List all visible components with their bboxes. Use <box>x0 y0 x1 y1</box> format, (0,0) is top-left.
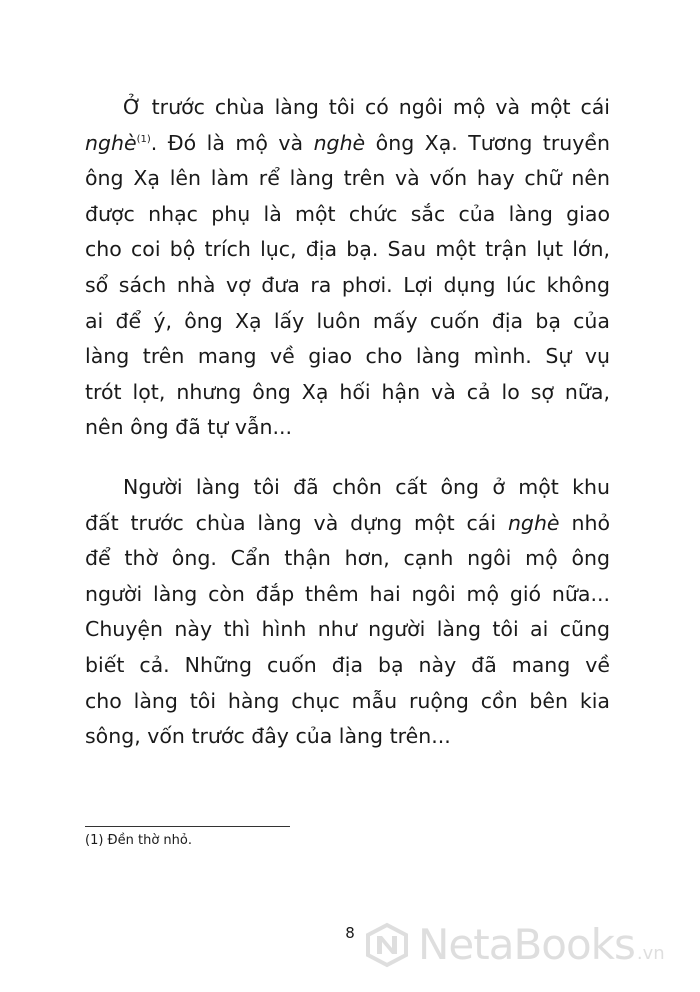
paragraph-2-line-7: cho làng tôi hàng chục mẫu ruộng cồn bên kia <box>85 688 610 713</box>
watermark <box>364 918 665 972</box>
paragraph-2-line-8: sông, vốn trước đây của làng trên... <box>85 724 451 749</box>
watermark-suffix: .vn <box>636 942 665 964</box>
paragraph-1-line-8: làng trên mang về giao cho làng mình. Sự vụ <box>85 344 610 369</box>
paragraph-1-line-5: cho coi bộ trích lục, địa bạ. Sau một trận lụt lớn, <box>85 237 610 262</box>
paragraph-1-line-2-text-b: ông Xạ. Tương truyền <box>365 130 610 155</box>
body-text <box>85 90 610 755</box>
paragraph-2-line-1: Người làng tôi đã chôn cất ông ở một khu <box>123 474 610 499</box>
paragraph-1-line-2 <box>85 126 610 162</box>
paragraph-1-line-10: nên ông đã tự vẫn... <box>85 415 293 440</box>
footnote: (1) Đền thờ nhỏ. <box>85 833 192 848</box>
paragraph-1-line-2-text-a: . Đó là mộ và <box>150 130 314 155</box>
paragraph-1-line-3: ông Xạ lên làm rể làng trên và vốn hay chữ nên <box>85 166 610 191</box>
footnote-marker: (1) <box>136 133 151 145</box>
paragraph-1-line-4: được nhạc phụ là một chức sắc của làng giao <box>85 201 610 226</box>
paragraph-2-line-6: biết cả. Những cuốn địa bạ này đã mang về <box>85 652 610 677</box>
paragraph-2-line-4: người làng còn đắp thêm hai ngôi mộ gió nữa... <box>85 581 610 606</box>
footnote-divider <box>85 826 290 827</box>
page-number: 8 <box>345 924 355 942</box>
paragraph-1-line-9: trót lọt, nhưng ông Xạ hối hận và cả lo sợ nữa, <box>85 379 610 404</box>
term-nghe-3: nghè <box>507 510 560 535</box>
paragraph-2-line-2 <box>85 506 610 542</box>
term-nghe-2: nghè <box>313 130 366 155</box>
paragraph-1-line-1: Ở trước chùa làng tôi có ngôi mộ và một cái <box>123 95 610 119</box>
watermark-brand: NetaBooks <box>418 920 635 969</box>
paragraph-1-line-7: ai để ý, ông Xạ lấy luôn mấy cuốn địa bạ của <box>85 308 610 333</box>
netabooks-n-logo-icon <box>364 922 410 968</box>
paragraph-1-line-6: sổ sách nhà vợ đưa ra phơi. Lợi dụng lúc không <box>85 272 610 297</box>
term-nghe: nghè <box>85 130 137 155</box>
paragraph-2-line-2-text: đất trước chùa làng và dựng một cái <box>85 510 508 535</box>
paragraph-2-line-5: Chuyện này thì hình như người làng tôi ai cũng <box>85 617 610 642</box>
paragraph-2-line-3: để thờ ông. Cẩn thận hơn, cạnh ngôi mộ ông <box>85 546 610 571</box>
paragraph-gap <box>85 446 610 470</box>
paragraph-2-line-2-tail: nhỏ <box>559 510 610 535</box>
